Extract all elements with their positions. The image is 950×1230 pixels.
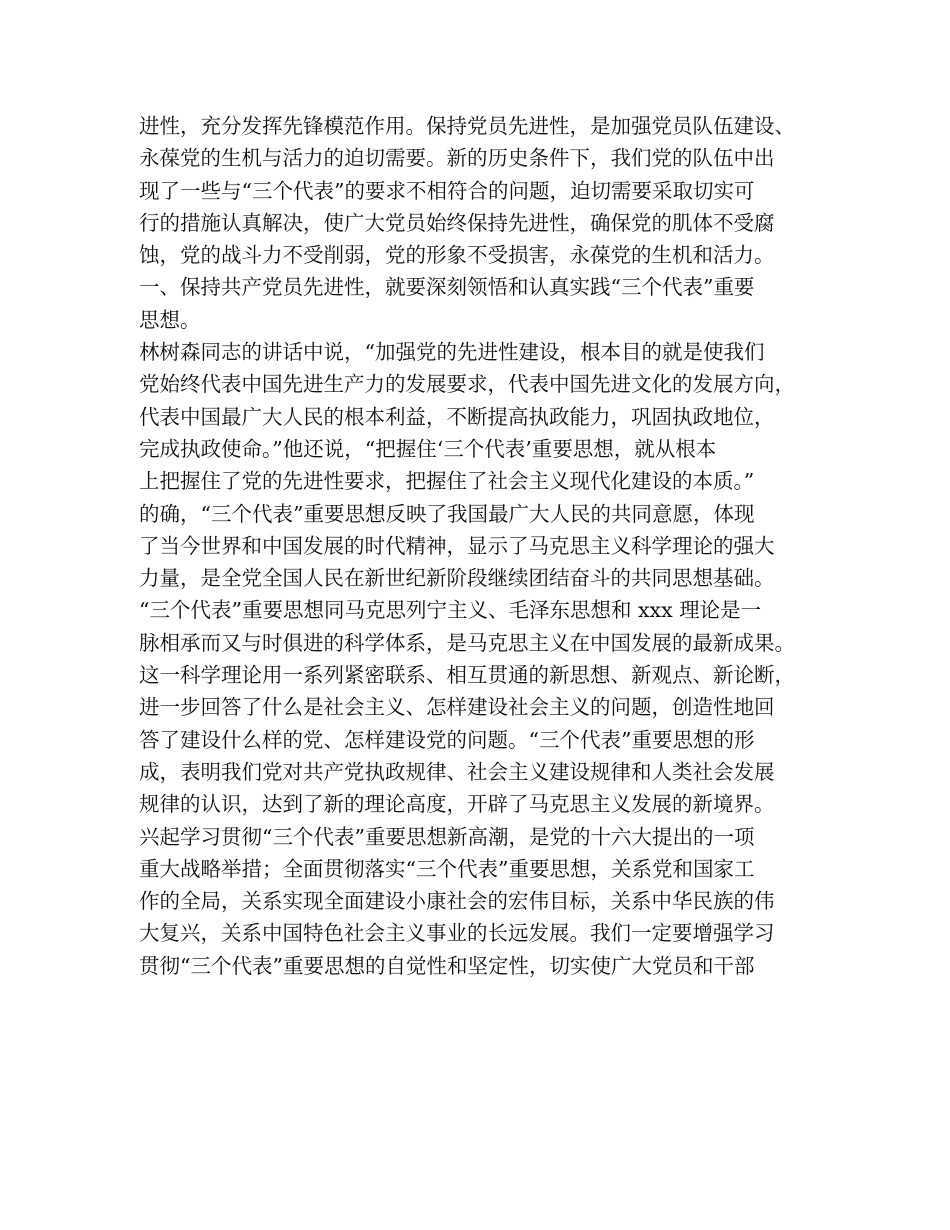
text-line: 代表中国最广大人民的根本利益，不断提高执政能力，巩固执政地位， <box>139 404 775 429</box>
text-line: 一、保持共产党员先进性，就要深刻领悟和认真实践“三个代表”重要 <box>139 275 755 300</box>
text-line: 现了一些与“三个代表”的要求不相符合的问题，迫切需要采取切实可 <box>139 178 755 203</box>
text-line: 重大战略举措；全面贯彻落实“三个代表”重要思想，关系党和国家工 <box>139 856 755 881</box>
text-line: 贯彻“三个代表”重要思想的自觉性和坚定性，切实使广大党员和干部 <box>139 953 755 978</box>
text-line: 这一科学理论用一系列紧密联系、相互贯通的新思想、新观点、新论断， <box>139 663 795 688</box>
text-line: “三个代表”重要思想同马克思列宁主义、毛泽东思想和 xxx 理论是一 <box>139 598 762 623</box>
text-line: 的确，“三个代表”重要思想反映了我国最广大人民的共同意愿，体现 <box>139 501 755 526</box>
text-line: 了当今世界和中国发展的时代精神，显示了马克思主义科学理论的强大 <box>139 533 775 558</box>
text-line: 脉相承而又与时俱进的科学体系，是马克思主义在中国发展的最新成果。 <box>139 630 795 655</box>
text-line: 成，表明我们党对共产党执政规律、社会主义建设规律和人类社会发展 <box>139 759 775 784</box>
text-line: 完成执政使命。”他还说，“把握住‘三个代表’重要思想，就从根本 <box>139 436 717 461</box>
text-line: 大复兴，关系中国特色社会主义事业的长远发展。我们一定要增强学习 <box>139 921 775 946</box>
text-line: 永葆党的生机与活力的迫切需要。新的历史条件下，我们党的队伍中出 <box>139 146 775 171</box>
text-line: 兴起学习贯彻“三个代表”重要思想新高潮，是党的十六大提出的一项 <box>139 824 755 849</box>
text-line: 上把握住了党的先进性要求，把握住了社会主义现代化建设的本质。” <box>139 469 755 494</box>
text-line: 行的措施认真解决，使广大党员始终保持先进性，确保党的肌体不受腐 <box>139 210 775 235</box>
text-line: 蚀，党的战斗力不受削弱，党的形象不受损害，永葆党的生机和活力。 <box>139 243 775 268</box>
text-line: 林树森同志的讲话中说，“加强党的先进性建设，根本目的就是使我们 <box>139 340 765 365</box>
text-line: 党始终代表中国先进生产力的发展要求，代表中国先进文化的发展方向， <box>139 372 795 397</box>
text-line: 答了建设什么样的党、怎样建设党的问题。“三个代表”重要思想的形 <box>139 727 755 752</box>
document-body-text <box>139 110 829 982</box>
text-line: 作的全局，关系实现全面建设小康社会的宏伟目标，关系中华民族的伟 <box>139 889 775 914</box>
text-line: 进一步回答了什么是社会主义、怎样建设社会主义的问题，创造性地回 <box>139 695 775 720</box>
text-line: 思想。 <box>139 307 201 332</box>
text-line: 规律的认识，达到了新的理论高度，开辟了马克思主义发展的新境界。 <box>139 792 775 817</box>
text-line: 力量，是全党全国人民在新世纪新阶段继续团结奋斗的共同思想基础。 <box>139 566 775 591</box>
text-line: 进性，充分发挥先锋模范作用。保持党员先进性，是加强党员队伍建设、 <box>139 114 795 138</box>
